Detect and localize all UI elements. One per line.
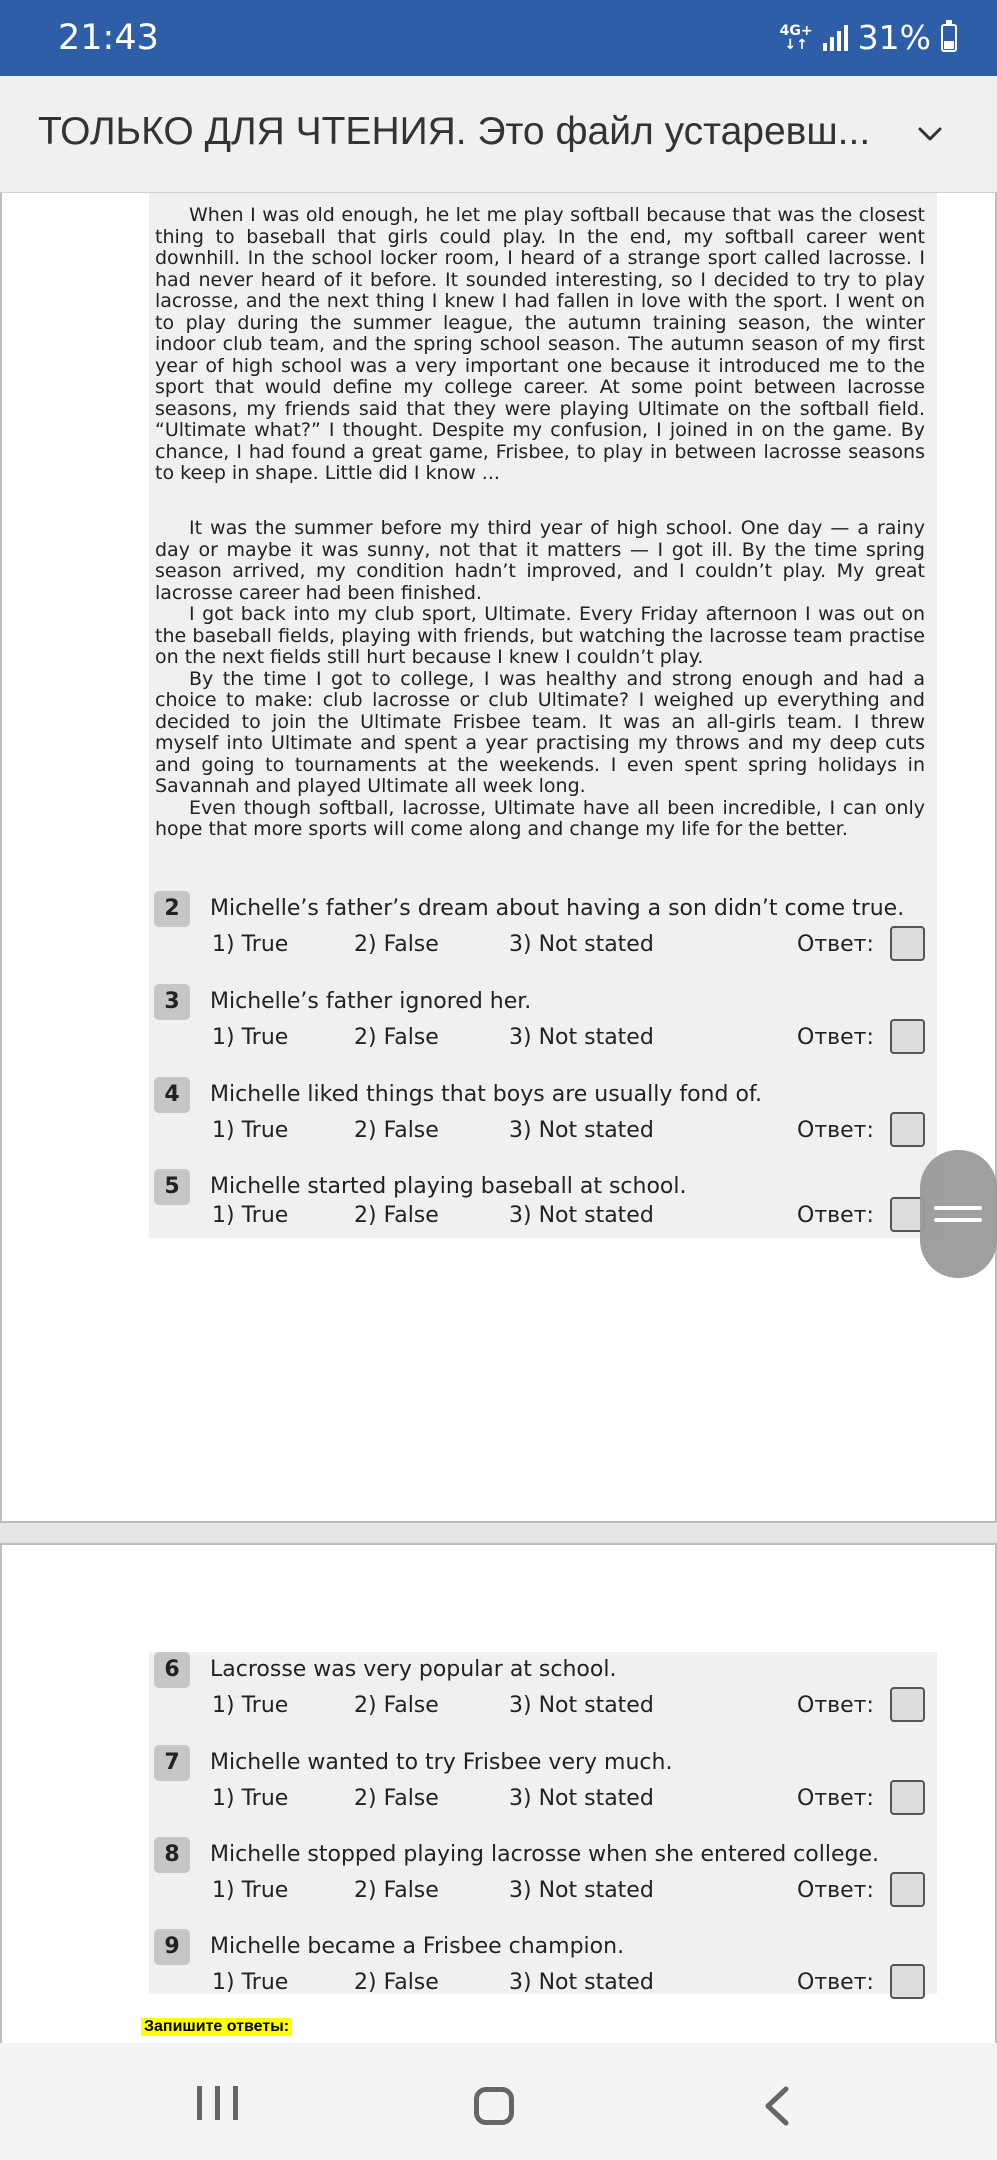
answer-box[interactable] — [890, 1780, 925, 1815]
passage-paragraph: Even though softball, lacrosse, Ultimate have all been incredible, I can only hope that more sports will come along and change my life for the better. — [155, 796, 925, 840]
option-not-stated: 3) Not stated — [509, 1786, 654, 1811]
home-icon[interactable] — [474, 2087, 514, 2125]
option-false: 2) False — [354, 1970, 439, 1995]
option-false: 2) False — [354, 932, 439, 957]
back-icon[interactable] — [760, 2086, 796, 2126]
chevron-down-icon[interactable] — [918, 122, 942, 146]
question-number: 7 — [154, 1745, 190, 1781]
passage-paragraph: By the time I got to college, I was healthy and strong enough and had a choice to make: club lacrosse or club Ultimate? I weighed up everything and decided to join the Ultimate Frisbee team. It was an all-girls team. I threw myself into Ultimate and spent a year practising my throws and my deep cuts and going to tournaments at the weekends. I even spent spring holidays in Savannah and played Ultimate all week long. — [155, 667, 925, 797]
passage-paragraph: When I was old enough, he let me play softball because that was the closest thing to baseball that girls could play. In the end, my softball career went downhill. In the school locker room, I heard of a strange sport called lacrosse. I had never heard of it before. It sounded interesting, so I decided to try to play lacrosse, and the next thing I knew I had fallen in love with the sport. I went on to play during the summer league, the autumn training season, the winter indoor club team, and the spring school season. The autumn season of my first year of high school was a very important one because it introduced me to the sport that would define my college career. At some point between lacrosse seasons, my friends said that they were playing Ultimate on the softball field. “Ultimate what?” I thought. Despite my confusion, I joined in on the game. By chance, I had found a great game, Frisbee, to play in between lacrosse seasons to keep in shape. Little did I know ... — [155, 204, 925, 484]
question-text: Michelle became a Frisbee champion. — [210, 1934, 625, 1959]
scroll-handle-line — [934, 1206, 982, 1210]
question-6 — [152, 1652, 932, 1742]
document-page-1 — [0, 193, 997, 1523]
battery-percent: 31% — [857, 18, 931, 57]
answer-box[interactable] — [890, 1872, 925, 1907]
question-number: 9 — [154, 1929, 190, 1965]
write-answers-note: Запишите ответы: — [141, 2018, 292, 2036]
option-true: 1) True — [212, 1203, 289, 1228]
question-number: 6 — [154, 1652, 190, 1688]
network-type-label: 4G+ — [779, 22, 813, 39]
option-true: 1) True — [212, 932, 289, 957]
question-text: Michelle started playing baseball at school. — [210, 1174, 687, 1199]
answer-label: Ответ: — [797, 1970, 874, 1995]
answer-label: Ответ: — [797, 1878, 874, 1903]
option-not-stated: 3) Not stated — [509, 1878, 654, 1903]
signal-icon — [823, 25, 848, 51]
answer-box[interactable] — [890, 1112, 925, 1147]
answer-label: Ответ: — [797, 1786, 874, 1811]
option-not-stated: 3) Not stated — [509, 1025, 654, 1050]
option-false: 2) False — [354, 1025, 439, 1050]
question-3 — [152, 984, 932, 1074]
question-text: Michelle’s father ignored her. — [210, 989, 532, 1014]
option-true: 1) True — [212, 1118, 289, 1143]
answer-box[interactable] — [890, 926, 925, 961]
answer-box[interactable] — [890, 1019, 925, 1054]
answer-box[interactable] — [890, 1687, 925, 1722]
answer-label: Ответ: — [797, 1118, 874, 1143]
question-text: Michelle stopped playing lacrosse when she entered college. — [210, 1842, 879, 1867]
status-time: 21:43 — [58, 18, 159, 58]
option-not-stated: 3) Not stated — [509, 1118, 654, 1143]
battery-icon — [941, 24, 957, 52]
option-not-stated: 3) Not stated — [509, 932, 654, 957]
question-text: Lacrosse was very popular at school. — [210, 1657, 617, 1682]
option-false: 2) False — [354, 1203, 439, 1228]
question-number: 3 — [154, 984, 190, 1020]
answer-label: Ответ: — [797, 1025, 874, 1050]
recent-apps-icon[interactable] — [197, 2086, 238, 2120]
option-false: 2) False — [354, 1786, 439, 1811]
option-true: 1) True — [212, 1970, 289, 1995]
question-5 — [152, 1169, 932, 1259]
option-false: 2) False — [354, 1118, 439, 1143]
network-type-icon — [780, 24, 813, 52]
document-page-2 — [0, 1543, 997, 2043]
passage-paragraph: It was the summer before my third year of high school. One day — a rainy day or maybe it was sunny, not that it matters — I got ill. By the time spring season arrived, my condition hadn’t improved, and I couldn’t play. My great lacrosse career had been finished. — [155, 517, 925, 604]
question-8 — [152, 1837, 932, 1927]
option-not-stated: 3) Not stated — [509, 1693, 654, 1718]
question-text: Michelle liked things that boys are usually fond of. — [210, 1082, 763, 1107]
answer-label: Ответ: — [797, 1693, 874, 1718]
option-false: 2) False — [354, 1693, 439, 1718]
passage-text-part2 — [155, 518, 925, 841]
option-not-stated: 3) Not stated — [509, 1970, 654, 1995]
passage-paragraph: I got back into my club sport, Ultimate. Every Friday afternoon I was out on the baseball fields, playing with friends, but watching the lacrosse team practise on the next fields still hurt because I knew I couldn’t play. — [155, 603, 925, 668]
navigation-bar — [0, 2043, 997, 2160]
data-arrows-icon: ↓↑ — [784, 36, 808, 53]
scroll-handle-line — [934, 1218, 982, 1222]
question-number: 2 — [154, 891, 190, 927]
question-2 — [152, 891, 932, 981]
answer-label: Ответ: — [797, 932, 874, 957]
status-bar — [0, 0, 997, 76]
scroll-handle[interactable] — [920, 1150, 997, 1278]
option-not-stated: 3) Not stated — [509, 1203, 654, 1228]
status-indicators — [780, 18, 957, 57]
option-true: 1) True — [212, 1786, 289, 1811]
answer-box[interactable] — [890, 1964, 925, 1999]
question-number: 4 — [154, 1077, 190, 1113]
option-true: 1) True — [212, 1878, 289, 1903]
question-text: Michelle wanted to try Frisbee very much. — [210, 1750, 673, 1775]
question-number: 5 — [154, 1169, 190, 1205]
option-false: 2) False — [354, 1878, 439, 1903]
option-true: 1) True — [212, 1025, 289, 1050]
option-true: 1) True — [212, 1693, 289, 1718]
question-4 — [152, 1077, 932, 1167]
document-title[interactable]: ТОЛЬКО ДЛЯ ЧТЕНИЯ. Это файл устаревш... — [38, 110, 871, 153]
question-7 — [152, 1745, 932, 1835]
passage-text-part1 — [155, 205, 925, 485]
question-text: Michelle’s father’s dream about having a son didn’t come true. — [210, 896, 905, 921]
question-number: 8 — [154, 1837, 190, 1873]
question-9 — [152, 1929, 932, 2019]
answer-label: Ответ: — [797, 1203, 874, 1228]
document-title-bar — [0, 76, 997, 193]
